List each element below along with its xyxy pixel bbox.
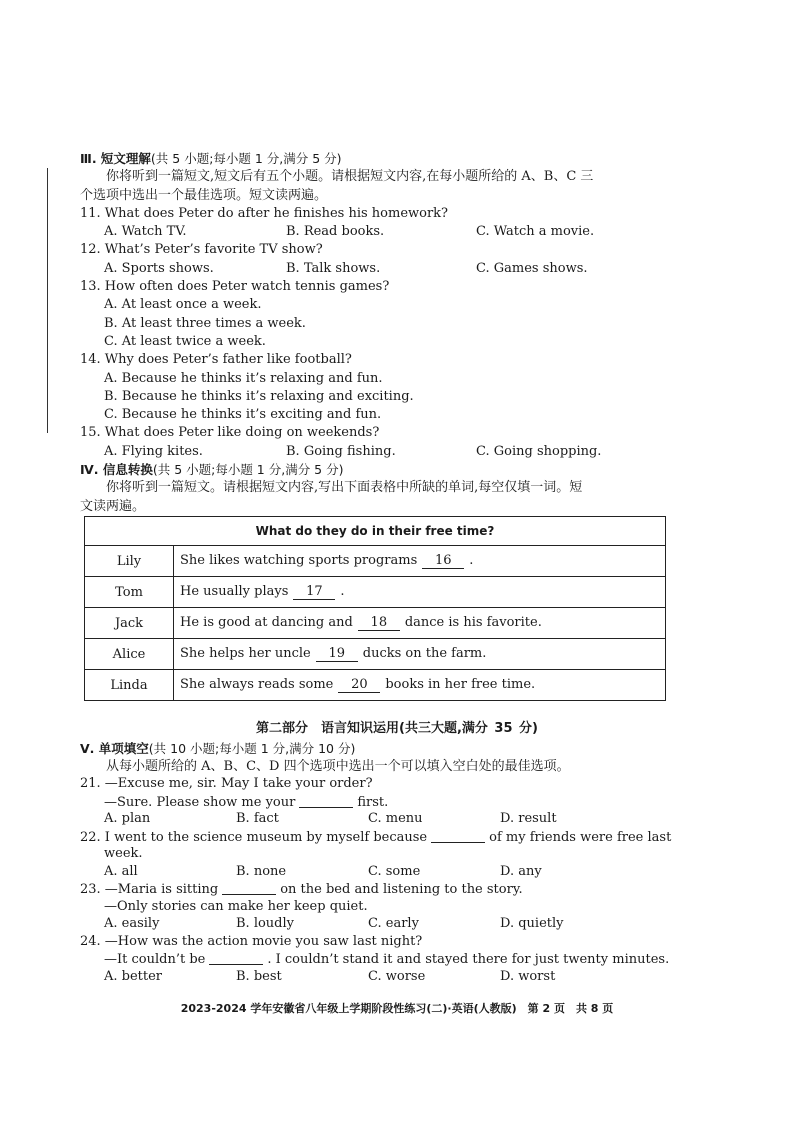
section-4-note: (共 5 小题;每小题 1 分,满分 5 分) <box>152 462 344 478</box>
section-4-instruction: 你将听到一篇短文。请根据短文内容,写出下面表格中所缺的单词,每空仅填一词。短 <box>106 480 583 496</box>
option-b[interactable]: B. none <box>236 863 287 879</box>
reply-text: first. <box>357 794 389 810</box>
question-24-options <box>80 968 670 986</box>
option-a[interactable]: A. Flying kites. <box>104 443 203 459</box>
section-3-heading <box>80 150 670 168</box>
question-21-options <box>80 810 670 828</box>
option-c[interactable]: C. Games shows. <box>476 260 588 276</box>
row-text-post: books in her free time. <box>385 677 536 692</box>
margin-line <box>47 168 48 433</box>
question-24: 24. —How was the action movie you saw last night? <box>80 933 423 949</box>
table-row <box>85 608 666 639</box>
table-row <box>85 546 666 577</box>
row-text-post: . <box>469 553 474 568</box>
option-b[interactable]: B. Read books. <box>286 224 385 240</box>
question-text: of my friends were free last <box>489 829 672 845</box>
question-21-reply <box>80 793 670 811</box>
option-c[interactable]: C. At least twice a week. <box>104 333 266 349</box>
person-name: Alice <box>85 639 174 670</box>
table-row <box>85 577 666 608</box>
row-text-post: ducks on the farm. <box>362 646 487 661</box>
question-13: 13. How often does Peter watch tennis games? <box>80 279 390 295</box>
question-22 <box>80 828 670 846</box>
row-text-pre: She always reads some <box>180 677 334 692</box>
person-name: Linda <box>85 670 174 701</box>
section-4-title: Ⅳ. 信息转换 <box>80 462 153 478</box>
option-c[interactable]: C. menu <box>368 811 423 826</box>
question-12-options <box>80 260 670 278</box>
listening-section <box>80 150 670 516</box>
section-5-instruction: 从每小题所给的 A、B、C、D 四个选项中选出一个可以填入空白处的最佳选项。 <box>106 758 570 774</box>
question-21: 21. —Excuse me, sir. May I take your order? <box>80 776 373 791</box>
option-c[interactable]: C. Going shopping. <box>476 443 602 459</box>
option-a[interactable]: A. plan <box>104 811 151 826</box>
grammar-section <box>80 740 670 985</box>
row-text-pre: He usually plays <box>180 584 289 599</box>
option-d[interactable]: D. any <box>500 863 542 879</box>
question-22-options <box>80 863 670 881</box>
option-b[interactable]: B. loudly <box>236 916 294 931</box>
option-d[interactable]: D. quietly <box>500 916 564 931</box>
option-c[interactable]: C. worse <box>368 968 426 984</box>
question-23-options <box>80 915 670 933</box>
section-3-note: (共 5 小题;每小题 1 分,满分 5 分) <box>150 151 342 166</box>
row-text <box>174 546 666 577</box>
answer-blank-17[interactable]: 17 <box>293 584 335 600</box>
question-23 <box>80 880 670 898</box>
answer-blank-19[interactable]: 19 <box>316 646 358 662</box>
option-c[interactable]: C. early <box>368 916 419 931</box>
section-3-instruction: 你将听到一篇短文,短文后有五个小题。请根据短文内容,在每小题所给的 A、B、C 三 <box>106 169 594 185</box>
question-15-options <box>80 443 670 461</box>
row-text-pre: He is good at dancing and <box>180 615 353 630</box>
option-b[interactable]: B. Because he thinks it’s relaxing and exciting. <box>104 388 414 404</box>
person-name: Lily <box>85 546 174 577</box>
option-a[interactable]: A. easily <box>104 916 160 931</box>
row-text-pre: She helps her uncle <box>180 646 311 661</box>
question-23-reply: —Only stories can make her keep quiet. <box>104 898 368 914</box>
question-text: on the bed and listening to the story. <box>280 882 523 897</box>
option-a[interactable]: A. Sports shows. <box>104 260 214 276</box>
section-5-heading <box>80 740 670 758</box>
option-b[interactable]: B. best <box>236 968 282 984</box>
reply-text: —Sure. Please show me your <box>104 794 296 810</box>
question-15: 15. What does Peter like doing on weekends? <box>80 425 380 441</box>
row-text <box>174 577 666 608</box>
table-row <box>85 670 666 701</box>
answer-blank[interactable] <box>222 880 276 895</box>
row-text <box>174 670 666 701</box>
reply-text: . I couldn’t stand it and stayed there for just twenty minutes. <box>267 952 670 967</box>
question-11: 11. What does Peter do after he finishes his homework? <box>80 205 449 221</box>
option-a[interactable]: A. Because he thinks it’s relaxing and fun. <box>104 370 383 386</box>
answer-blank[interactable] <box>431 828 485 843</box>
table-header-row <box>85 517 666 546</box>
option-d[interactable]: D. worst <box>500 968 556 984</box>
question-24-reply <box>80 950 670 968</box>
question-text: 23. —Maria is sitting <box>80 882 219 897</box>
question-22-cont: week. <box>104 846 143 861</box>
row-text <box>174 608 666 639</box>
option-b[interactable]: B. Going fishing. <box>286 443 396 459</box>
section-3-title: Ⅲ. 短文理解 <box>80 151 151 166</box>
option-c[interactable]: C. Because he thinks it’s exciting and fun. <box>104 407 382 423</box>
option-a[interactable]: A. Watch TV. <box>104 224 187 240</box>
option-a[interactable]: A. better <box>104 968 163 984</box>
answer-blank-16[interactable]: 16 <box>422 553 464 569</box>
option-b[interactable]: B. At least three times a week. <box>104 315 306 331</box>
option-c[interactable]: C. Watch a movie. <box>476 224 595 240</box>
answer-blank-18[interactable]: 18 <box>358 615 400 631</box>
question-text: 22. I went to the science museum by myself because <box>80 829 428 845</box>
answer-blank-20[interactable]: 20 <box>338 677 380 693</box>
row-text-pre: She likes watching sports programs <box>180 553 418 568</box>
section-3-instruction-cont: 个选项中选出一个最佳选项。短文读两遍。 <box>80 187 328 203</box>
table-header: What do they do in their free time? <box>85 517 666 546</box>
option-b[interactable]: B. fact <box>236 811 279 826</box>
part-2-title: 第二部分 语言知识运用(共三大题,满分 35 分) <box>256 721 538 736</box>
section-5-note: (共 10 小题;每小题 1 分,满分 10 分) <box>148 741 356 756</box>
row-text <box>174 639 666 670</box>
option-d[interactable]: D. result <box>500 811 557 826</box>
question-11-options <box>80 223 670 241</box>
person-name: Jack <box>85 608 174 639</box>
question-14: 14. Why does Peter’s father like football? <box>80 352 352 368</box>
row-text-post: dance is his favorite. <box>404 615 542 630</box>
person-name: Tom <box>85 577 174 608</box>
option-b[interactable]: B. Talk shows. <box>286 260 381 276</box>
section-4-heading <box>80 461 670 479</box>
answer-blank[interactable] <box>299 793 353 808</box>
page-footer: 2023-2024 学年安徽省八年级上学期阶段性练习(二)·英语(人教版) 第 2 页 共 8 页 <box>180 1002 614 1015</box>
reply-text: —It couldn’t be <box>104 952 206 967</box>
section-5-title: Ⅴ. 单项填空 <box>80 741 149 756</box>
option-a[interactable]: A. At least once a week. <box>104 297 262 313</box>
question-12: 12. What’s Peter’s favorite TV show? <box>80 242 323 258</box>
row-text-post: . <box>340 584 345 599</box>
info-table <box>84 516 666 701</box>
answer-blank[interactable] <box>209 950 263 965</box>
section-4-instruction-cont: 文读两遍。 <box>80 498 146 514</box>
option-a[interactable]: A. all <box>104 863 138 879</box>
table-row <box>85 639 666 670</box>
option-c[interactable]: C. some <box>368 863 421 879</box>
